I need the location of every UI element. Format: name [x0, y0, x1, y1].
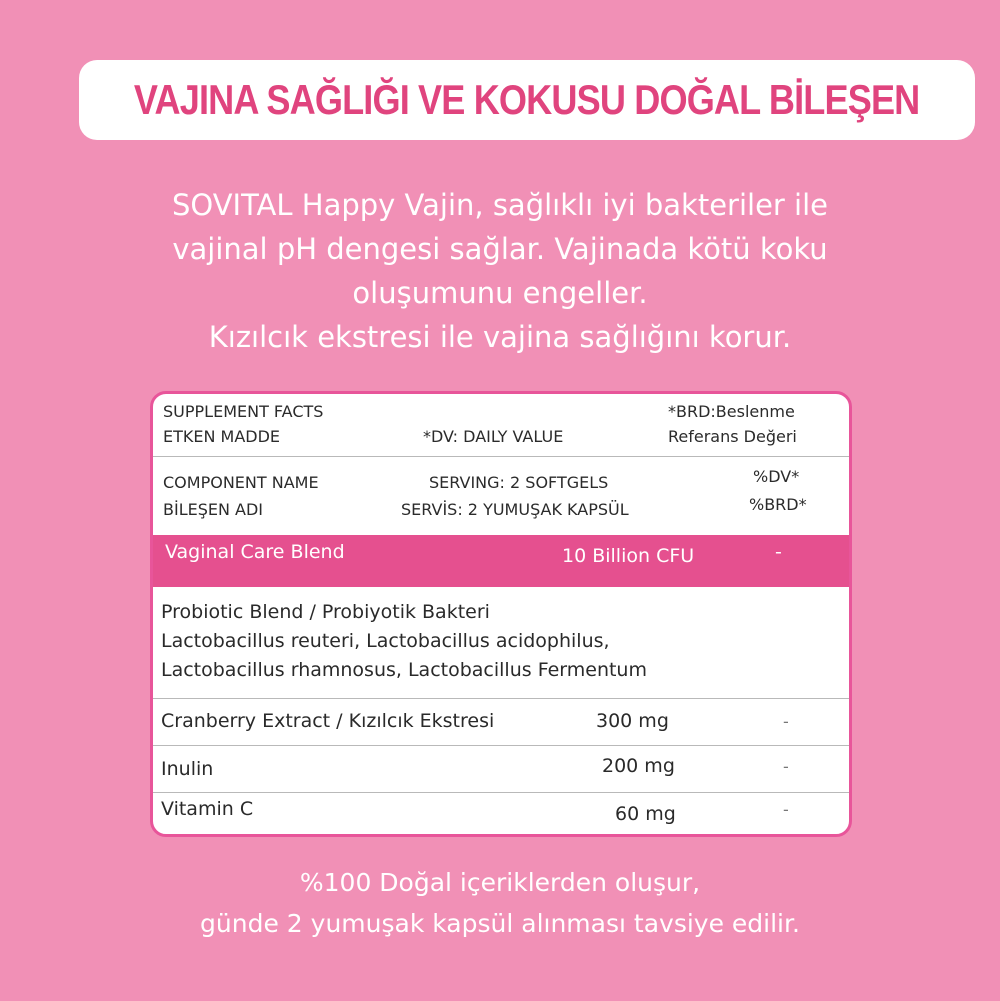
bilesen-adi-header: BİLEŞEN ADI — [163, 500, 264, 519]
serving-header: SERVING: 2 SOFTGELS — [429, 473, 609, 492]
intro-line-4: Kızılcık ekstresi ile vajina sağlığını korur. — [208, 320, 792, 354]
footer-line-1: %100 Doğal içeriklerden oluşur, — [299, 868, 701, 897]
row-name: Inulin — [161, 758, 214, 780]
intro-line-3: oluşumunu engeller. — [352, 276, 648, 310]
probiotic-line-2: Lactobacillus reuteri, Lactobacillus acidophilus, — [161, 630, 610, 652]
row-name: Vitamin C — [161, 798, 254, 820]
page-title: VAJINA SAĞLIĞI VE KOKUSU DOĞAL BİLEŞEN — [134, 76, 920, 123]
row-dv: - — [783, 757, 789, 776]
row-divider — [153, 792, 849, 793]
row-amount: 200 mg — [602, 755, 675, 777]
row-dv: - — [783, 800, 789, 819]
row-name: Cranberry Extract / Kızılcık Ekstresi — [161, 710, 495, 732]
servis-header: SERVİS: 2 YUMUŞAK KAPSÜL — [401, 500, 629, 519]
brd-note-line-1: *BRD:Beslenme — [668, 402, 795, 421]
supplement-facts-label: SUPPLEMENT FACTS — [163, 402, 324, 421]
brd-header: %BRD* — [749, 495, 807, 514]
etken-madde-label: ETKEN MADDE — [163, 427, 281, 446]
dv-note: *DV: DAILY VALUE — [423, 427, 564, 446]
probiotic-line-3: Lactobacillus rhamnosus, Lactobacillus Fermentum — [161, 659, 647, 681]
dv-header: %DV* — [753, 467, 800, 486]
intro-text — [40, 183, 960, 359]
blend-amount: 10 Billion CFU — [562, 545, 695, 567]
footer-line-2: günde 2 yumuşak kapsül alınması tavsiye edilir. — [200, 909, 800, 938]
footer-text — [40, 862, 960, 944]
probiotic-line-1: Probiotic Blend / Probiyotik Bakteri — [161, 601, 490, 623]
title-banner — [79, 60, 975, 140]
row-amount: 300 mg — [596, 710, 669, 732]
blend-name: Vaginal Care Blend — [165, 541, 345, 563]
brd-note-line-2: Referans Değeri — [668, 427, 797, 446]
intro-line-1: SOVITAL Happy Vajin, sağlıklı iyi bakteriler ile — [171, 188, 829, 222]
header-divider — [153, 456, 849, 457]
row-amount: 60 mg — [615, 803, 676, 825]
row-divider — [153, 698, 849, 699]
supplement-facts-table — [150, 391, 852, 837]
component-name-header: COMPONENT NAME — [163, 473, 319, 492]
blend-dv: - — [775, 541, 782, 563]
row-divider — [153, 745, 849, 746]
intro-line-2: vajinal pH dengesi sağlar. Vajinada kötü koku — [172, 232, 828, 266]
row-dv: - — [783, 712, 789, 731]
